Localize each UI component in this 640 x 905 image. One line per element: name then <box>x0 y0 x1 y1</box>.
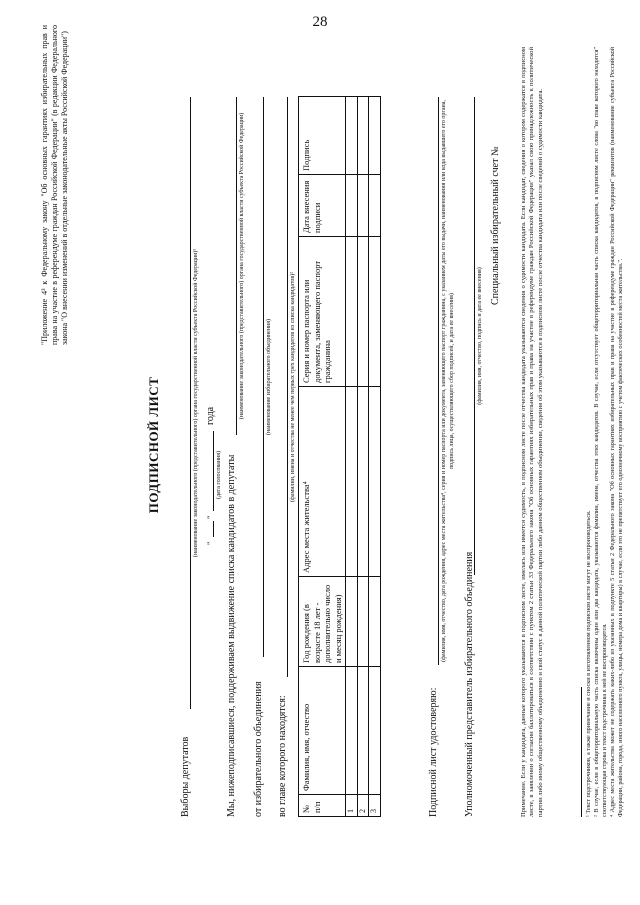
col-date-header: Дата внесения подписи <box>299 175 346 237</box>
footnote-1: ¹ Текст подстрочников, а также примечание и сноски в изготовленном подписном листе могут не воспроизводиться. <box>585 510 592 817</box>
body-caption-2: (наименование законодательного (представительного) органа государственной власти субъекта Российской Федерации) <box>239 112 245 420</box>
footnote-separator <box>581 687 582 817</box>
elections-fill-line <box>180 97 191 709</box>
col-passport-header: Серия и номер паспорта или документа, заменяющего паспорт гражданина <box>299 237 346 387</box>
association-fill-line <box>253 97 264 657</box>
special-account-label: Специальный избирательный счет № <box>490 146 501 305</box>
year-label: года <box>205 406 216 425</box>
appendix-reference: "Приложение 4³ к Федеральному закону "Об основных гарантиях избирательных прав и права на участие в референдуме граждан Российской Федерации" (в редакции Федерального закона "О внесении изменений в отдельные законодательные акты Российской Федерации") <box>40 25 69 345</box>
support-text: Мы, нижеподписавшиеся, поддерживаем выдвижение списка кандидатов в депутаты <box>226 454 237 817</box>
month-fill-line <box>203 431 214 511</box>
elections-label: Выборы депутатов <box>180 736 191 817</box>
quote-open: " <box>205 541 215 545</box>
certification-label: Подписной лист удостоверяю: <box>428 687 439 817</box>
note-paragraph: Примечание. Если у кандидата, данные которого указываются в подписном листе, имелась или имеется судимость, в подписном листе после отчества кандидата указываются сведения о судимости кандидата. Если кандидат, сведения о котором содержатся в подписном листе, в заявлении о согласии баллотироваться в соответствии с пунктом 2 статьи 33 Федерального закона "Об основных гарантиях избирательных прав и права на участие в референдуме граждан Российской Федерации" указал свою принадлежность к политической партии либо иному общественному объединению и свой статус в данной политической партии либо данном общественном объединении, сведения об этом указываются в подписном листе после отчества кандидата или после сведений о судимости кандидата. <box>520 47 544 817</box>
representative-caption: (фамилия, имя, отчество, подпись и дата ее внесения) <box>477 267 483 405</box>
representative-label: Уполномоченный представитель избирательного объединения <box>464 551 475 817</box>
col-name-header: Фамилия, имя, отчество <box>299 667 346 795</box>
table-row <box>357 97 369 817</box>
table-row <box>346 97 358 817</box>
from-association-label: от избирательного объединения <box>253 681 264 817</box>
table-row <box>369 97 381 817</box>
col-address-header: Адрес места жительства⁴ <box>299 387 346 577</box>
col-number-header: № п/п <box>299 795 346 817</box>
table-header-row <box>299 97 346 817</box>
col-birth-year-header: Год рождения (в возрасте 18 лет - дополнительно число и месяц рождения) <box>299 577 346 667</box>
certification-fill-line <box>428 97 439 665</box>
support-fill-line <box>226 97 237 435</box>
head-caption: (фамилии, имена и отчества не менее чем первых трех кандидатов из списка кандидатов)² <box>290 271 296 503</box>
certification-caption: (фамилия, имя, отчество, дата рождения, адрес места жительства⁴, серия и номер паспорта или документа, заменяющего паспорт гражданина, с указанием даты его выдачи, наименования или кода выдавшего его органа, подпись лица, осуществляющего сбор подписей, и дата ее внесения) <box>441 100 455 662</box>
footnotes <box>585 47 625 817</box>
page-number: 28 <box>312 14 328 30</box>
head-fill-line <box>277 97 288 677</box>
date-caption: (дата голосования) <box>216 450 222 500</box>
col-signature-header: Подпись <box>299 97 346 175</box>
row-number: 1 <box>346 795 358 817</box>
row-number: 3 <box>369 795 381 817</box>
association-caption: (наименование избирательного объединения) <box>266 318 272 436</box>
head-of-list-label: во главе которого находятся: <box>277 695 288 817</box>
footnote-4: ⁴ Адрес места жительства может не содержать каких-либо из указанных в подпункте 5 статьи 2 Федерального закона "Об основных гарантиях избирательных прав и права на участие в референдуме граждан Российской Федерации" реквизитов (наименование субъекта Российской Федерации, района, города, иного населенного пункта, улицы, номера дома и квартиры) в случае, если это не препятствует его однозначному восприятию с учетом фактических особенностей места жительства.". <box>609 47 624 817</box>
document-title: ПОДПИСНОЙ ЛИСТ <box>146 376 161 514</box>
footnote-2: ² В случае, если в общетерриториальную часть списка включены один или два кандидата, указываются фамилии, имена, отчества этих кандидатов. В случае, если отсутствует общетерриториальная часть списка кандидатов, в подписном листе слова "во главе которого находятся" соответствующая строка и текст подстрочника к ней не воспроизводятся. <box>593 47 608 817</box>
body-caption: (наименование законодательного (представительного) органа государственной власти субъекта Российской Федерации)¹ <box>193 248 199 558</box>
day-fill-line <box>203 521 214 537</box>
row-number: 2 <box>357 795 369 817</box>
signatures-table <box>298 96 381 817</box>
representative-fill-line <box>464 97 475 575</box>
quote-close: " <box>205 515 215 519</box>
